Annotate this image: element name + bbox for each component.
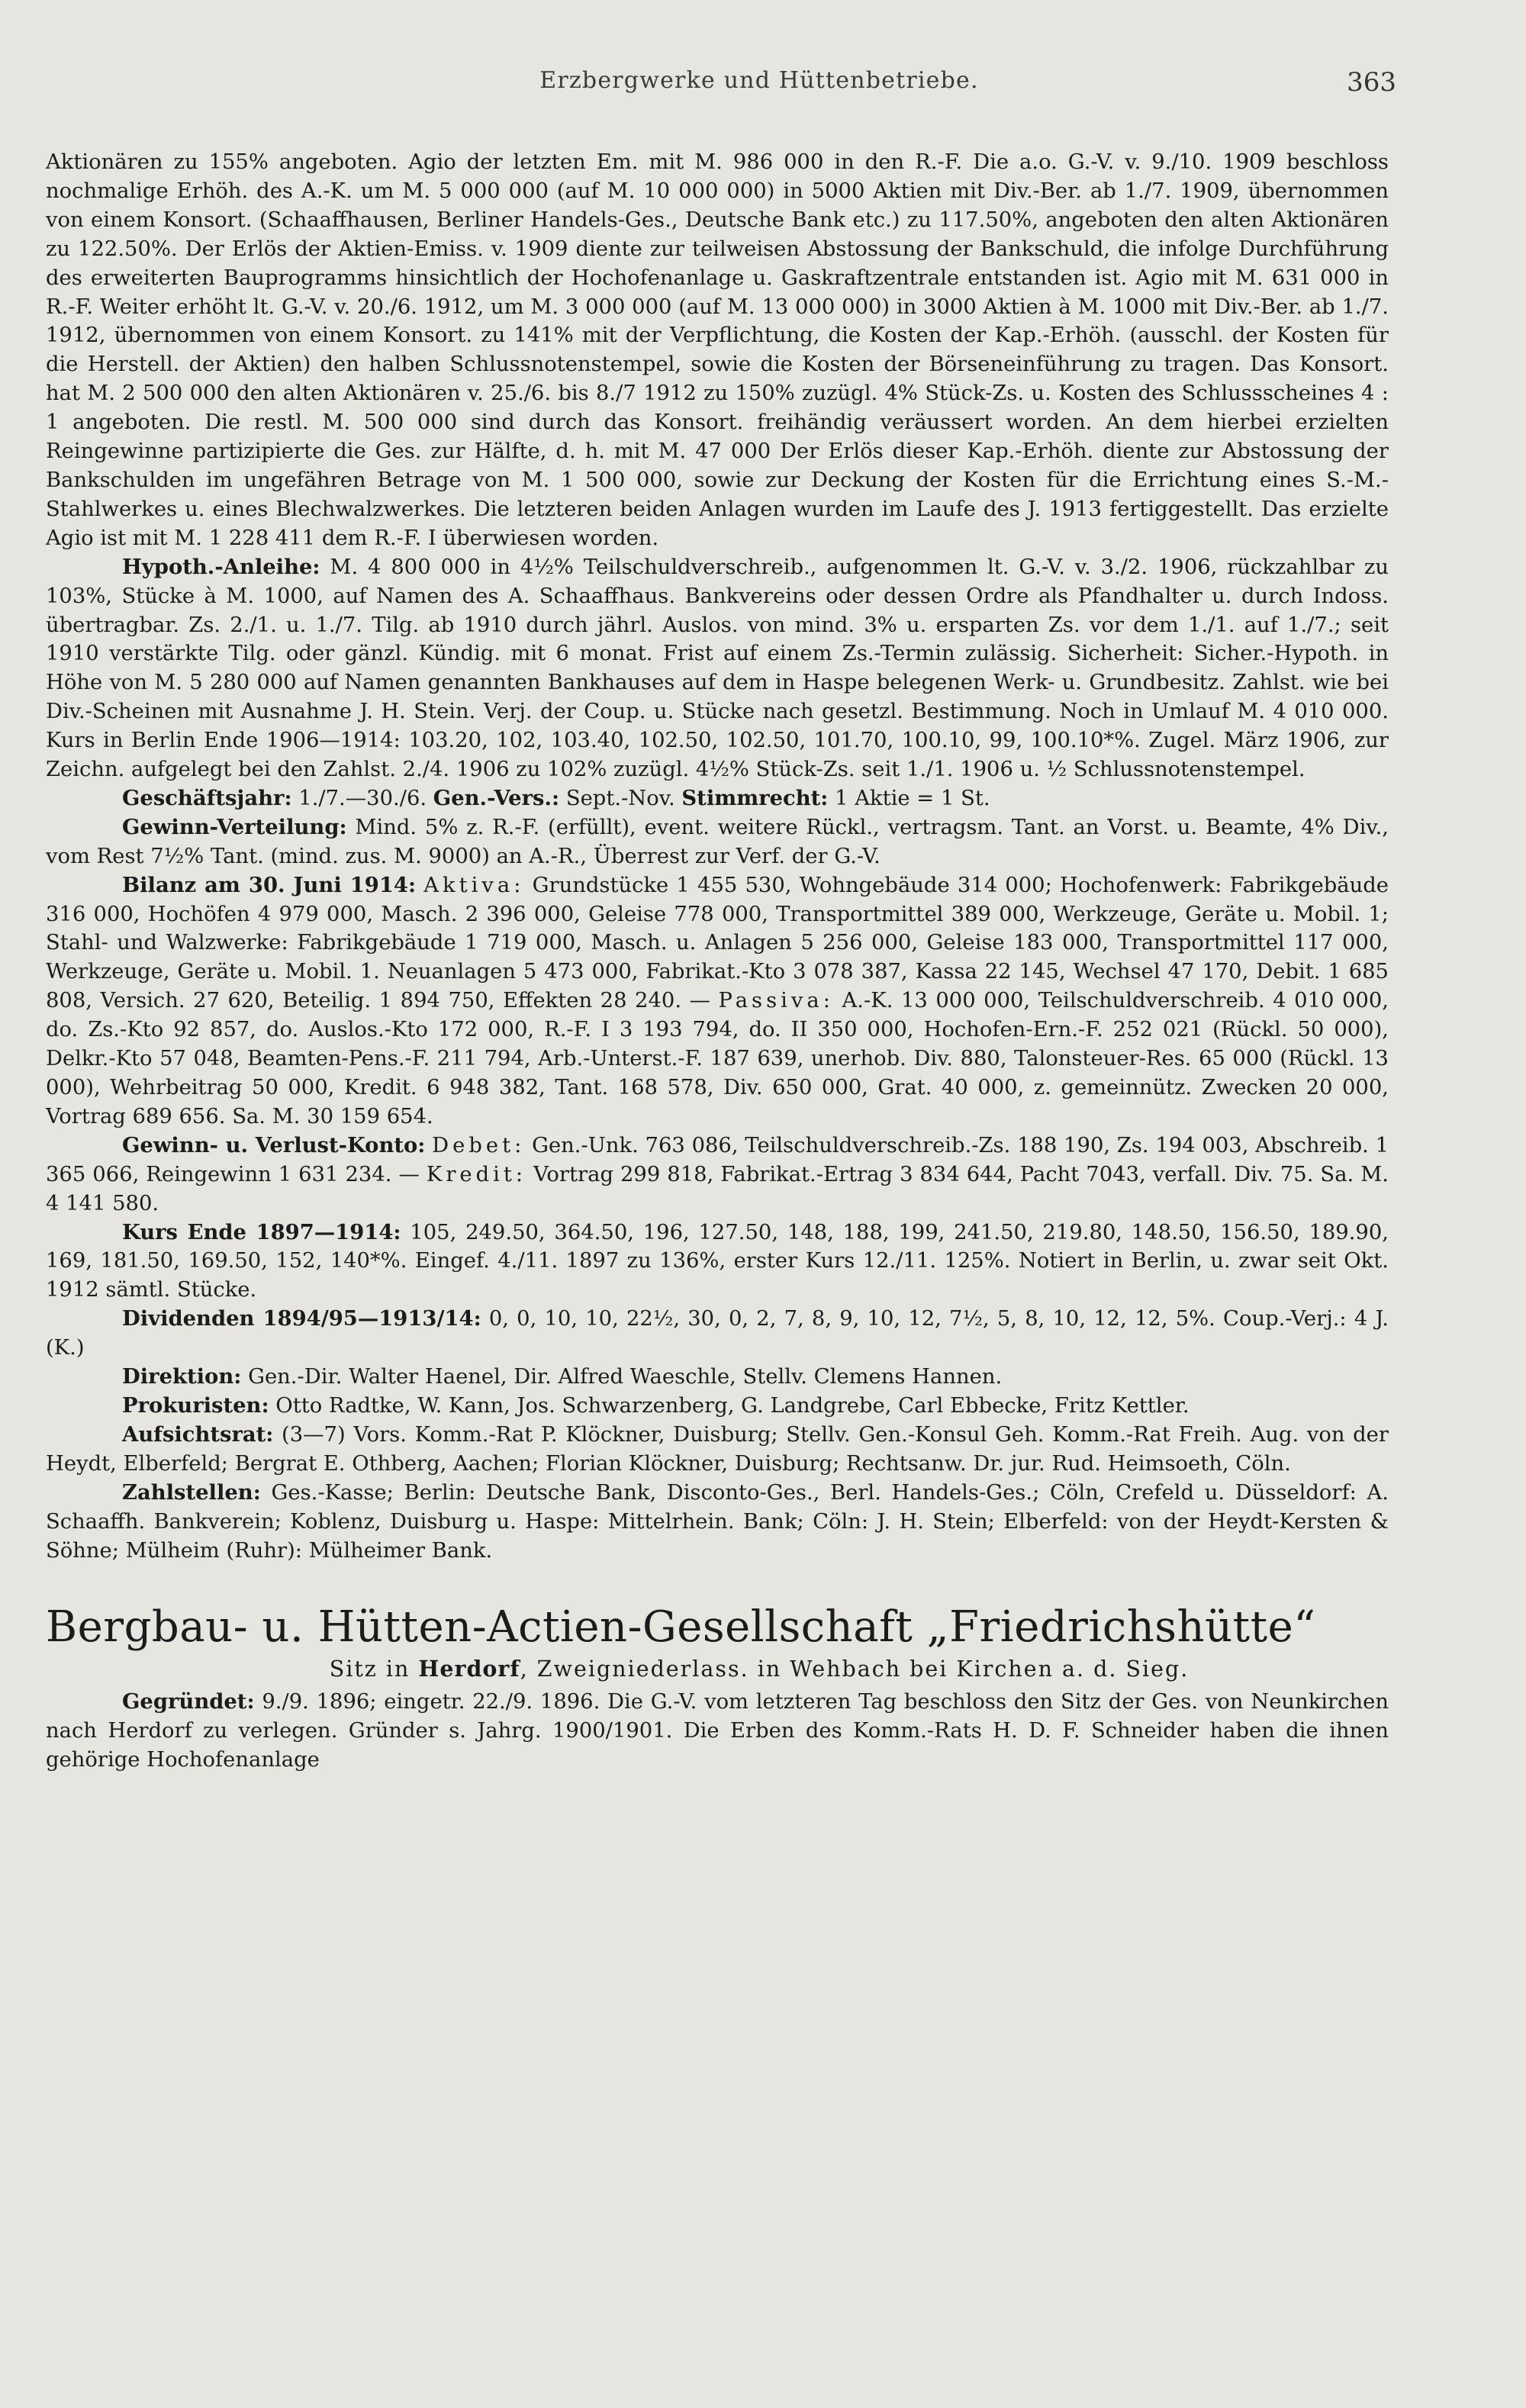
paragraph bbox=[46, 813, 1389, 871]
text-run: 1./7.—30./6. bbox=[291, 786, 433, 810]
company-heading: Bergbau- u. Hütten-Actien-Gesellschaft „Friedrichshütte“ bbox=[46, 1602, 1316, 1653]
paragraph bbox=[46, 148, 1389, 553]
text-run: (3—7) Vors. Komm.-Rat P. Klöckner, Duisburg; Stellv. Gen.-Konsul Geh. Komm.-Rat Freih. Aug. von der Heydt, Elberfeld; Bergrat E. Othberg, Aachen; Florian Klöckner, Duisburg; Rechtsanw. Dr. jur. Rud. Heimsoeth, Cöln. bbox=[46, 1422, 1389, 1476]
company-seat-line bbox=[46, 1653, 1473, 1685]
section-label: Gewinn- u. Verlust-Konto: bbox=[122, 1132, 426, 1157]
paragraph bbox=[46, 1688, 1389, 1775]
running-header bbox=[46, 53, 1473, 99]
paragraph bbox=[46, 1305, 1389, 1363]
paragraph bbox=[46, 1479, 1389, 1566]
account-side-label: Debet: bbox=[432, 1133, 526, 1157]
text-run: A.-K. 13 000 000, Teilschuldverschreib. 4 010 000, do. Zs.-Kto 92 857, do. Auslos.-Kto 172 000, R.-F. I 3 193 794, do. II 350 000, Hochofen-Ern.-F. 252 021 (Rückl. 50 000), Delkr.-Kto 57 048, Beamten-Pens.-F. 211 794, Arb.-Unterst.-F. 187 639, unerhob. Div. 880, Talonsteuer-Res. 65 000 (Rückl. 13 000), Wehrbeitrag 50 000, Kredit. 6 948 382, Tant. 168 578, Div. 650 000, Grat. 40 000, z. gemeinnütz. Zwecken 20 000, Vortrag 689 656. Sa. M. 30 159 654. bbox=[46, 989, 1389, 1128]
section-label: Zahlstellen: bbox=[122, 1479, 261, 1505]
text-run: 0, 0, 10, 10, 22½, 30, 0, 2, 7, 8, 9, 10, 12, 7½, 5, 8, 10, 12, 12, 5%. Coup.-Verj.: 4 J. (K.) bbox=[46, 1307, 1389, 1360]
account-side-label: Passiva: bbox=[718, 989, 834, 1013]
paragraph bbox=[46, 1421, 1389, 1479]
text-run bbox=[425, 1134, 432, 1157]
text-run: Otto Radtke, W. Kann, Jos. Schwarzenberg, G. Landgrebe, Carl Ebbecke, Fritz Kettler. bbox=[269, 1393, 1190, 1418]
text-run: 105, 249.50, 364.50, 196, 127.50, 148, 188, 199, 241.50, 219.80, 148.50, 156.50, 189.90, 169, 181.50, 169.50, 152, 140*%. Eingef. 4./11. 1897 zu 136%, erster Kurs 12./11. 125%. Notiert in Berlin, u. zwar seit Okt. 1912 sämtl. Stücke. bbox=[46, 1220, 1389, 1302]
section-label: Herdorf bbox=[418, 1656, 520, 1682]
section-label: Dividenden 1894/95—1913/14: bbox=[122, 1306, 481, 1331]
text-run: Gen.-Unk. 763 086, Teilschuldverschreib.-Zs. 188 190, Zs. 194 003, Abschreib. 1 365 066, Reingewinn 1 631 234. — bbox=[46, 1133, 1389, 1186]
paragraph bbox=[46, 1132, 1389, 1218]
company-text bbox=[46, 1688, 1389, 1775]
section-label: Gewinn-Verteilung: bbox=[122, 814, 347, 839]
text-run: Mind. 5% z. R.-F. (erfüllt), event. weitere Rückl., vertragsm. Tant. an Vorst. u. Beamte, 4% Div., vom Rest 7½% Tant. (mind. zus. M. 9000) an A.-R., Überrest zur Verf. der G.-V. bbox=[46, 815, 1389, 868]
section-label: Direktion: bbox=[122, 1364, 242, 1389]
text-run: 9./9. 1896; eingetr. 22./9. 1896. Die G.-V. vom letzteren Tag beschloss den Sitz der Ges. von Neunkirchen nach Herdorf zu verlegen. Gründer s. Jahrg. 1900/1901. Die Erben des Komm.-Rats H. D. F. Schneider haben die ihnen gehörige Hochofenanlage bbox=[46, 1690, 1389, 1772]
paragraph bbox=[46, 1363, 1389, 1392]
text-run: , Zweigniederlass. in Wehbach bei Kirchen a. d. Sieg. bbox=[520, 1656, 1190, 1682]
text-run: Grundstücke 1 455 530, Wohngebäude 314 000; Hochofenwerk: Fabrikgebäude 316 000, Hochöfen 4 979 000, Masch. 2 396 000, Geleise 778 000, Transportmittel 389 000, Werkzeuge, Geräte u. Mobil. 1; Stahl- und Walzwerke: Fabrikgebäude 1 719 000, Masch. u. Anlagen 5 256 000, Geleise 183 000, Transportmittel 117 000, Werkzeuge, Geräte u. Mobil. 1. Neuanlagen 5 473 000, Fabrikat.-Kto 3 078 387, Kassa 22 145, Wechsel 47 170, Debit. 1 685 808, Versich. 27 620, Beteilig. 1 894 750, Effekten 28 240. — bbox=[46, 873, 1389, 1013]
section-label: Gen.-Vers.: bbox=[433, 785, 560, 810]
section-label: Gegründet: bbox=[122, 1689, 255, 1714]
section-label: Stimmrecht: bbox=[681, 785, 829, 810]
paragraph bbox=[46, 1392, 1389, 1421]
section-label: Hypoth.-Anleihe: bbox=[122, 554, 320, 579]
account-side-label: Kredit: bbox=[426, 1162, 527, 1186]
section-label: Geschäftsjahr: bbox=[122, 785, 292, 810]
text-run: Sept.-Nov. bbox=[559, 786, 682, 810]
text-run bbox=[416, 874, 423, 897]
section-label: Aufsichtsrat: bbox=[122, 1421, 274, 1447]
text-run: 1 Aktie = 1 St. bbox=[828, 786, 990, 810]
section-label: Kurs Ende 1897—1914: bbox=[122, 1219, 401, 1244]
text-run: Gen.-Dir. Walter Haenel, Dir. Alfred Waeschle, Stellv. Clemens Hannen. bbox=[241, 1365, 1003, 1389]
section-label: Bilanz am 30. Juni 1914: bbox=[122, 872, 417, 897]
text-run: Ges.-Kasse; Berlin: Deutsche Bank, Disconto-Ges., Berl. Handels-Ges.; Cöln, Crefeld u. Düsseldorf: A. Schaaffh. Bankverein; Koblenz, Duisburg u. Haspe: Mittelrhein. Bank; Cöln: J. H. Stein; Elberfeld: von der Heydt-Kersten & Söhne; Mülheim (Ruhr): Mülheimer Bank. bbox=[46, 1480, 1389, 1563]
main-text bbox=[46, 148, 1389, 1565]
text-run: Aktionären zu 155% angeboten. Agio der letzten Em. mit M. 986 000 in den R.-F. Die a.o. G.-V. v. 9./10. 1909 beschloss nochmalige Erhöh. des A.-K. um M. 5 000 000 (auf M. 10 000 000) in 5000 Aktien mit Div.-Ber. ab 1./7. 1909, übernommen von einem Konsort. (Schaaffhausen, Berliner Handels-Ges., Deutsche Bank etc.) zu 117.50%, angeboten den alten Aktionären zu 122.50%. Der Erlös der Aktien-Emiss. v. 1909 diente zur teilweisen Abstossung der Bankschuld, die infolge Durchführung des erweiterten Bauprogramms hinsichtlich der Hochofenanlage u. Gaskraftzentrale entstanden ist. Agio mit M. 631 000 in R.-F. Weiter erhöht lt. G.-V. v. 20./6. 1912, um M. 3 000 000 (auf M. 13 000 000) in 3000 Aktien à M. 1000 mit Div.-Ber. ab 1./7. 1912, übernommen von einem Konsort. zu 141% mit der Verpflichtung, die Kosten der Kap.-Erhöh. (ausschl. der Kosten für die Herstell. der Aktien) den halben Schlussnotenstempel, sowie die Kosten der Börseneinführung zu tragen. Das Konsort. hat M. 2 500 000 den alten Aktionären v. 25./6. bis 8./7 1912 zu 150% zuzügl. 4% Stück-Zs. u. Kosten des Schlussscheines 4 : 1 angeboten. Die restl. M. 500 000 sind durch das Konsort. freihändig veräussert worden. An dem hierbei erzielten Reingewinne partizipierte die Ges. zur Hälfte, d. h. mit M. 47 000 Der Erlös dieser Kap.-Erhöh. diente zur Abstossung der Bankschulden im ungefähren Betrage von M. 1 500 000, sowie zur Deckung der Kosten für die Errichtung eines S.-M.-Stahlwerkes u. eines Blechwalzwerkes. Die letzteren beiden Anlagen wurden im Laufe des J. 1913 fertiggestellt. Das erzielte Agio ist mit M. 1 228 411 dem R.-F. I überwiesen worden. bbox=[46, 150, 1389, 550]
running-header-title: Erzbergwerke und Hüttenbetriebe. bbox=[539, 67, 979, 94]
account-side-label: Aktiva: bbox=[423, 873, 525, 897]
paragraph bbox=[46, 784, 1389, 813]
paragraph bbox=[46, 1218, 1389, 1305]
paragraph bbox=[46, 871, 1389, 1132]
text-run: Sitz in bbox=[329, 1656, 419, 1682]
text-run: M. 4 800 000 in 4½% Teilschuldverschreib., aufgenommen lt. G.-V. v. 3./2. 1906, rückzahlbar zu 103%, Stücke à M. 1000, auf Namen des A. Schaaffhaus. Bankvereins oder dessen Ordre als Pfandhalter u. durch Indoss. übertragbar. Zs. 2./1. u. 1./7. Tilg. ab 1910 durch jährl. Auslos. von mind. 3% u. ersparten Zs. vor dem 1./1. auf 1./7.; seit 1910 verstärkte Tilg. oder gänzl. Kündig. mit 6 monat. Frist auf einem Zs.-Termin zulässig. Sicherheit: Sicher.-Hypoth. in Höhe von M. 5 280 000 auf Namen genannten Bankhauses auf dem in Haspe belegenen Werk- u. Grundbesitz. Zahlst. wie bei Div.-Scheinen mit Ausnahme J. H. Stein. Verj. der Coup. u. Stücke nach gesetzl. Bestimmung. Noch in Umlauf M. 4 010 000. Kurs in Berlin Ende 1906—1914: 103.20, 102, 103.40, 102.50, 102.50, 101.70, 100.10, 99, 100.10*%. Zugel. März 1906, zur Zeichn. aufgelegt bei den Zahlst. 2./4. 1906 zu 102% zuzügl. 4½% Stück-Zs. seit 1./1. 1906 u. ½ Schlussnotenstempel. bbox=[46, 555, 1389, 782]
section-label: Prokuristen: bbox=[122, 1392, 269, 1418]
paragraph bbox=[46, 553, 1389, 784]
page-number: 363 bbox=[1347, 67, 1396, 98]
text-run: Vortrag 299 818, Fabrikat.-Ertrag 3 834 644, Pacht 7043, verfall. Div. 75. Sa. M. 4 141 580. bbox=[46, 1162, 1389, 1215]
